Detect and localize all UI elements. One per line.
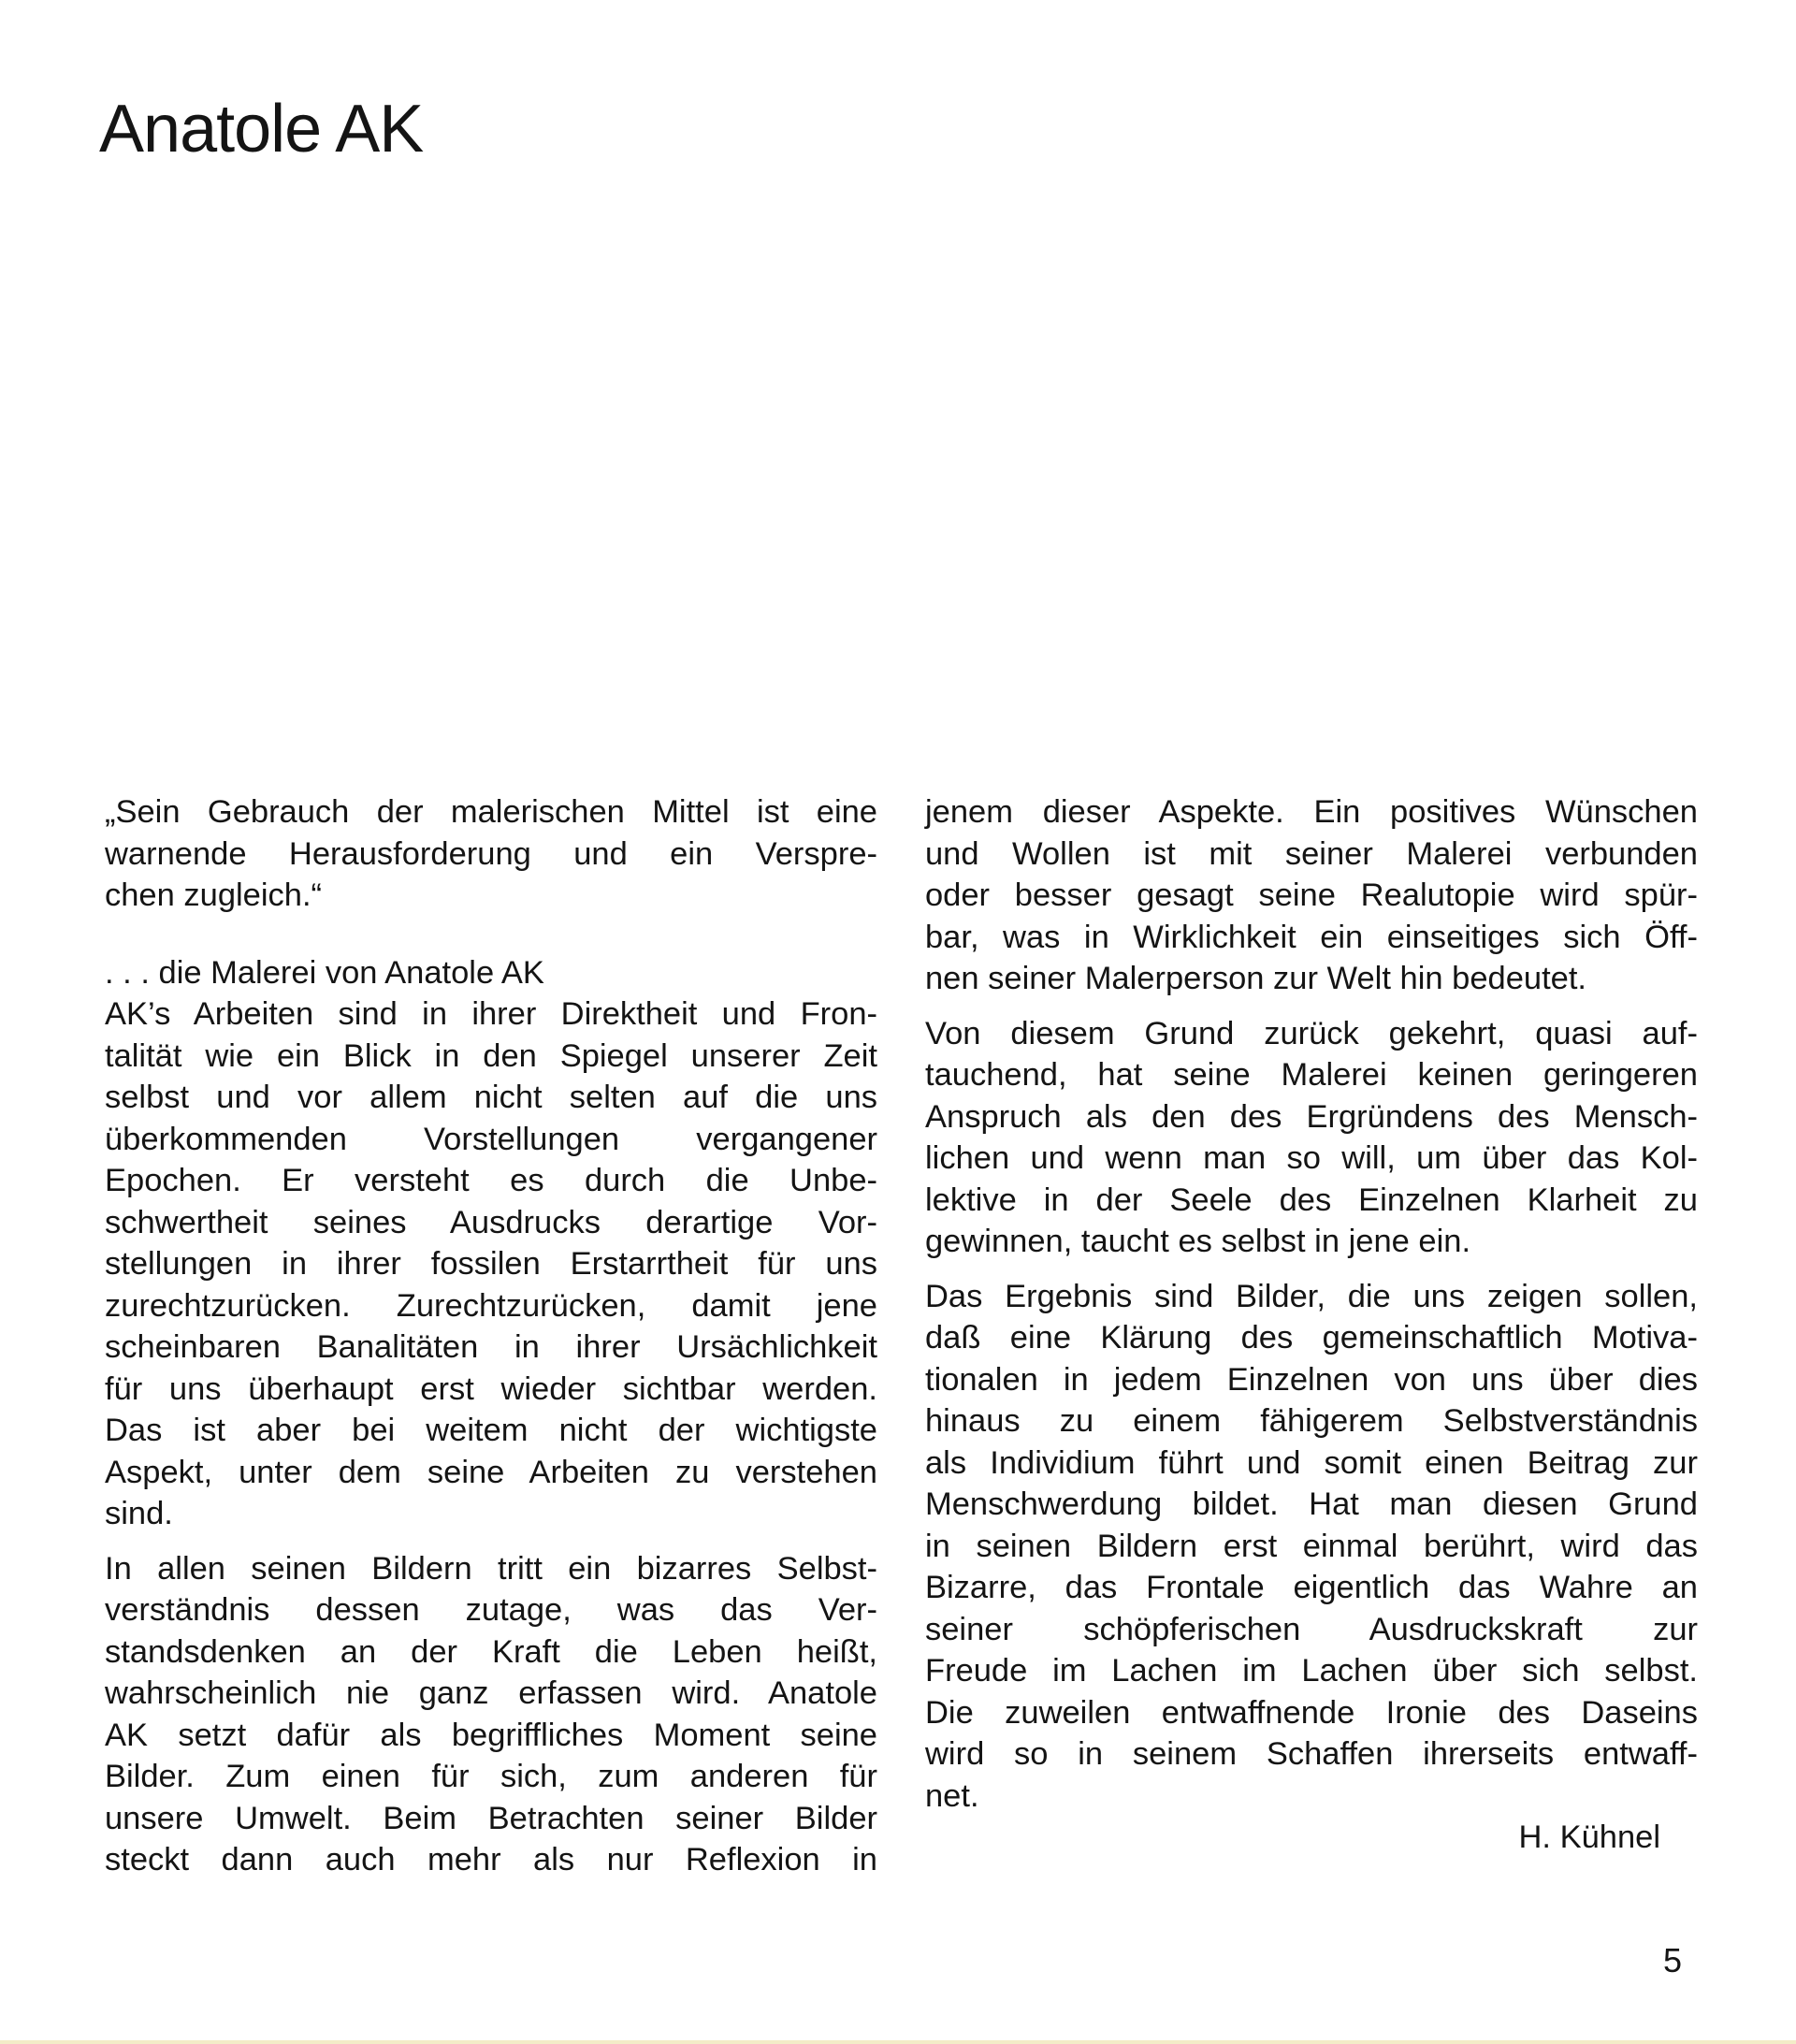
paragraph	[105, 1548, 877, 1881]
text-line: Die zuweilen entwaffnende Ironie des Daseins	[925, 1694, 1698, 1731]
text-line: tionalen in jedem Einzelnen von uns über dies	[925, 1361, 1698, 1398]
text-line: überkommenden Vorstellungen vergangener	[105, 1121, 877, 1157]
text-line: net.	[925, 1777, 979, 1814]
text-line: scheinbaren Banalitäten in ihrer Ursächlichkeit	[105, 1329, 877, 1365]
text-line: „Sein Gebrauch der malerischen Mittel ist eine	[105, 794, 877, 830]
text-line: Bilder. Zum einen für sich, zum anderen für	[105, 1759, 877, 1794]
text-line: wahrscheinlich nie ganz erfassen wird. Anatole	[105, 1675, 877, 1711]
text-line: tauchend, hat seine Malerei keinen geringeren	[925, 1057, 1698, 1093]
paragraph	[925, 1276, 1698, 1818]
text-line: Anspruch als den des Ergründens des Mensch-	[925, 1098, 1698, 1135]
text-line: daß eine Klärung des gemeinschaftlich Motiva-	[925, 1320, 1698, 1355]
text-line: Das ist aber bei weitem nicht der wichtigste	[105, 1413, 877, 1448]
text-line: wird so in seinem Schaffen ihrerseits entwaff-	[925, 1736, 1698, 1772]
intro-heading	[105, 952, 877, 994]
page-number: 5	[1662, 1941, 1682, 1979]
right-column	[925, 791, 1698, 1859]
left-column	[105, 791, 877, 1881]
text-line: steckt dann auch mehr als nur Reflexion in	[105, 1842, 877, 1877]
text-line: bar, was in Wirklichkeit ein einseitiges sich Öff-	[925, 919, 1698, 955]
text-line: in seinen Bildern erst einmal berührt, wird das	[925, 1528, 1698, 1564]
text-line: schwertheit seines Ausdrucks derartige Vor-	[105, 1204, 877, 1240]
text-line: talität wie ein Blick in den Spiegel unserer Zeit	[105, 1037, 877, 1074]
text-line: Menschwerdung bildet. Hat man diesen Grund	[925, 1486, 1698, 1522]
text-line: hinaus zu einem fähigerem Selbstverständnis	[925, 1403, 1698, 1439]
opening-quote	[105, 791, 877, 917]
text-line: oder besser gesagt seine Realutopie wird spür-	[925, 877, 1698, 913]
text-line: lichen und wenn man so will, um über das Kol-	[925, 1140, 1698, 1176]
text-line: AK’s Arbeiten sind in ihrer Direktheit und Fron-	[105, 996, 877, 1032]
text-line: Epochen. Er versteht es durch die Unbe-	[105, 1163, 877, 1198]
text-line: Aspekt, unter dem seine Arbeiten zu verstehen	[105, 1454, 877, 1490]
text-line: chen zugleich.“	[105, 877, 323, 913]
text-line: sind.	[105, 1496, 173, 1531]
text-line: lektive in der Seele des Einzelnen Klarheit zu	[925, 1181, 1698, 1218]
text-line: seiner schöpferischen Ausdruckskraft zur	[925, 1611, 1698, 1647]
text-line: standsdenken an der Kraft die Leben heißt,	[105, 1633, 877, 1670]
paragraph	[105, 993, 877, 1535]
text-line: und Wollen ist mit seiner Malerei verbunden	[925, 835, 1698, 872]
text-line: selbst und vor allem nicht selten auf die uns	[105, 1080, 877, 1115]
author-signature: H. Kühnel	[1518, 1819, 1660, 1855]
paragraph	[925, 1013, 1698, 1263]
text-line: gewinnen, taucht es selbst in jene ein.	[925, 1224, 1471, 1259]
text-line: verständnis dessen zutage, was das Ver-	[105, 1592, 877, 1628]
page-edge-divider	[0, 2040, 1796, 2044]
paragraph	[925, 791, 1698, 1000]
text-line: für uns überhaupt erst wieder sichtbar werden.	[105, 1370, 877, 1407]
text-line: In allen seinen Bildern tritt ein bizarres Selbst-	[105, 1550, 877, 1587]
text-line: Freude im Lachen im Lachen über sich selbst.	[925, 1653, 1698, 1689]
text-line: zurechtzurücken. Zurechtzurücken, damit jene	[105, 1287, 877, 1324]
text-line: jenem dieser Aspekte. Ein positives Wünschen	[925, 794, 1698, 830]
text-line: AK setzt dafür als begriffliches Moment seine	[105, 1717, 877, 1753]
text-line: warnende Herausforderung und ein Verspre-	[105, 835, 877, 872]
text-line: Das Ergebnis sind Bilder, die uns zeigen sollen,	[925, 1278, 1698, 1314]
text-line: . . . die Malerei von Anatole AK	[105, 954, 544, 991]
text-line: als Individium führt und somit einen Beitrag zur	[925, 1444, 1698, 1481]
text-line: stellungen in ihrer fossilen Erstarrtheit für uns	[105, 1246, 877, 1282]
text-line: unsere Umwelt. Beim Betrachten seiner Bilder	[105, 1800, 877, 1836]
text-line: Bizarre, das Frontale eigentlich das Wahre an	[925, 1570, 1698, 1605]
text-line: Von diesem Grund zurück gekehrt, quasi auf-	[925, 1015, 1698, 1051]
text-line: nen seiner Malerperson zur Welt hin bedeutet.	[925, 961, 1587, 996]
page-title: Anatole AK	[99, 92, 424, 167]
